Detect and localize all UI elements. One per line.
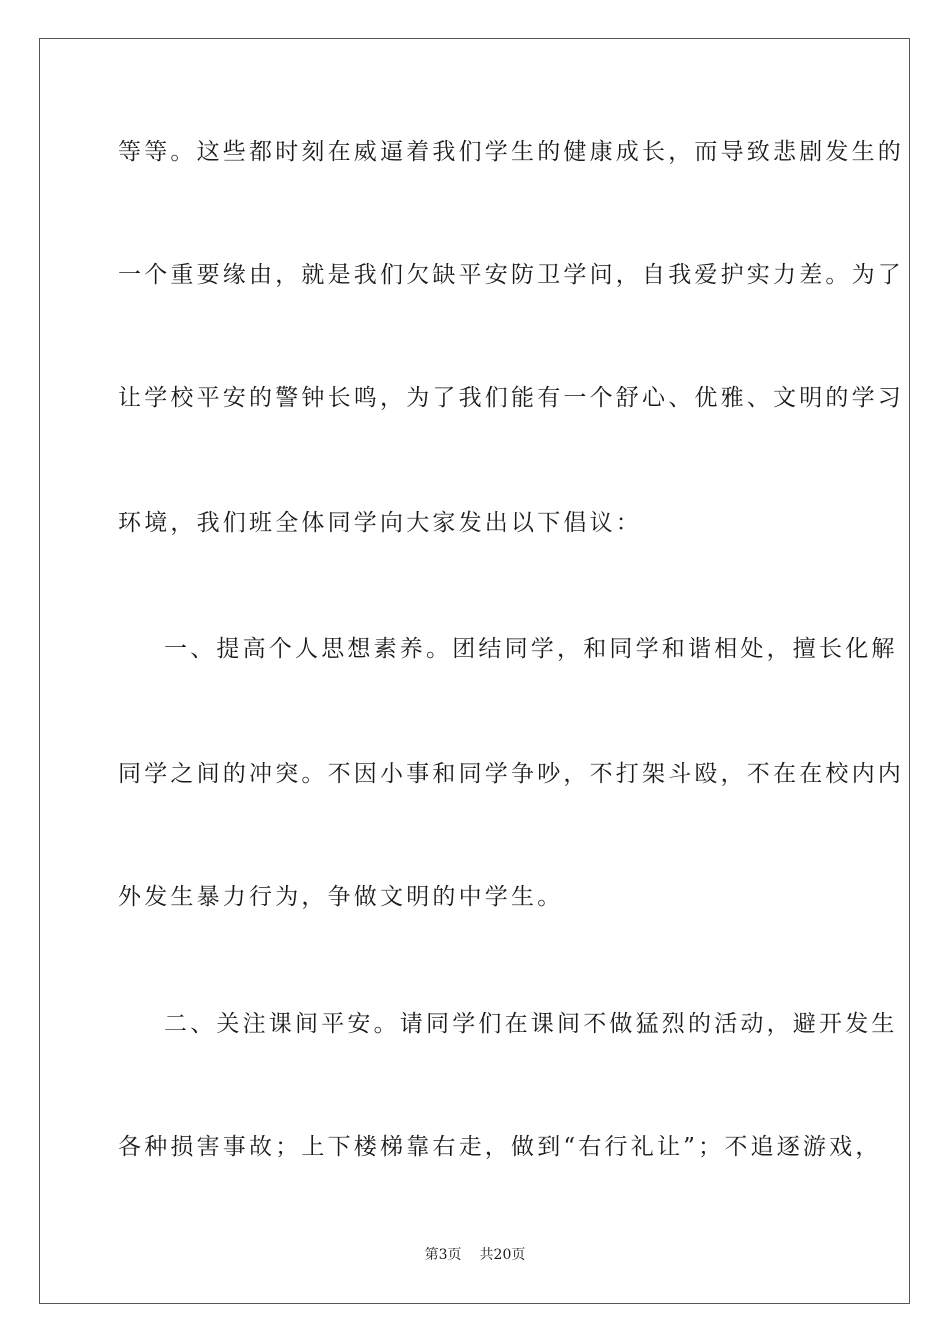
body-line-1: 等等。这些都时刻在威逼着我们学生的健康成长，而导致悲剧发生的 — [118, 139, 904, 165]
body-line-4: 环境，我们班全体同学向大家发出以下倡议： — [118, 510, 642, 536]
body-line-3: 让学校平安的警钟长鸣，为了我们能有一个舒心、优雅、文明的学习 — [118, 385, 904, 411]
page-number: 第3页 — [424, 1247, 462, 1263]
body-line-9: 各种损害事故；上下楼梯靠右走，做到“右行礼让”；不追逐游戏， — [118, 1134, 882, 1160]
page-frame — [39, 38, 910, 1304]
page-total: 共20页 — [479, 1247, 526, 1263]
body-line-2: 一个重要缘由，就是我们欠缺平安防卫学问，自我爱护实力差。为了 — [118, 262, 904, 288]
body-line-8: 二、关注课间平安。请同学们在课间不做猛烈的活动，避开发生 — [164, 1011, 898, 1037]
body-line-7: 外发生暴力行为，争做文明的中学生。 — [118, 884, 564, 910]
page-footer — [0, 1246, 950, 1264]
body-line-5: 一、提高个人思想素养。团结同学，和同学和谐相处，擅长化解 — [164, 636, 898, 662]
body-line-6: 同学之间的冲突。不因小事和同学争吵，不打架斗殴，不在在校内内 — [118, 761, 904, 787]
